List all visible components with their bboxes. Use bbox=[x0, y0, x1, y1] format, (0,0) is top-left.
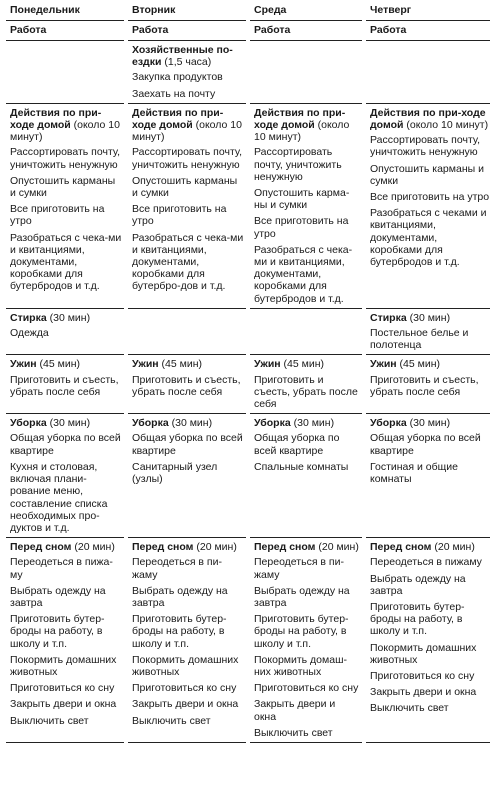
task-item: Выбрать одежду на завтра bbox=[370, 572, 466, 597]
task-item: Заехать на почту bbox=[132, 87, 216, 100]
section-dinner-wednesday bbox=[250, 355, 362, 414]
section-before-bed-wednesday bbox=[250, 538, 362, 743]
task-item: Покормить домаш-них животных bbox=[254, 653, 348, 678]
section-title-duration: (30 мин) bbox=[46, 311, 91, 324]
section-title bbox=[132, 541, 244, 553]
section-title-bold: Уборка bbox=[254, 417, 291, 430]
task-item: Приготовить и съесть, убрать после себя bbox=[370, 373, 479, 398]
task-item: Приготовить бутер-броды на работу, в школу и т.п. bbox=[370, 600, 465, 638]
task-item: Покормить домашних животных bbox=[370, 641, 477, 666]
section-cleaning-wednesday bbox=[250, 414, 362, 538]
section-title bbox=[254, 358, 360, 370]
task-item: Закрыть двери и окна bbox=[370, 686, 477, 699]
task-item: Общая уборка по всей квартире bbox=[370, 432, 481, 457]
section-title bbox=[132, 358, 244, 370]
section-title-bold: Стирка bbox=[370, 311, 407, 324]
section-errands-wednesday bbox=[250, 41, 362, 104]
work-label-wednesday: Работа bbox=[250, 21, 362, 41]
task-item: Санитарный узел (узлы) bbox=[132, 460, 218, 486]
task-item: Приготовить и съесть, убрать после себя bbox=[132, 373, 241, 398]
section-before-bed-thursday bbox=[366, 538, 490, 743]
section-laundry-monday bbox=[6, 309, 124, 356]
section-title-bold: Действия по при-ходе домой bbox=[370, 106, 486, 132]
section-title-duration: (около 10 минут) bbox=[10, 119, 120, 144]
task-item: Все приготовить на утро bbox=[132, 203, 227, 228]
section-arrival-home-monday bbox=[6, 104, 124, 309]
task-item: Приготовиться ко сну bbox=[10, 682, 115, 695]
section-title-duration: (около 10 минут) bbox=[254, 119, 350, 144]
task-item: Общая уборка по всей квартире bbox=[10, 432, 121, 457]
section-dinner-tuesday bbox=[128, 355, 246, 414]
section-title-duration: (30 мин) bbox=[46, 417, 91, 430]
task-item: Все приготовить на утро bbox=[254, 215, 349, 240]
task-item: Выбрать одежду на завтра bbox=[10, 584, 106, 609]
task-item: Приготовить бутер-броды на работу, в школу и т.п. bbox=[10, 613, 105, 650]
section-title-duration: (45 мин) bbox=[280, 358, 325, 371]
section-title-bold: Действия по при-ходе домой bbox=[10, 106, 102, 132]
section-title bbox=[370, 417, 490, 429]
section-title bbox=[254, 417, 360, 429]
schedule-grid bbox=[6, 2, 490, 743]
section-title-bold: Ужин bbox=[254, 358, 281, 371]
task-item: Покормить домашних животных bbox=[10, 653, 117, 678]
section-before-bed-tuesday bbox=[128, 538, 246, 743]
section-arrival-home-thursday bbox=[366, 104, 490, 309]
section-errands-thursday bbox=[366, 41, 490, 104]
task-item: Разобраться с чеками и квитанциями, документами, коробками для бутербродов и т.д. bbox=[370, 207, 487, 269]
task-item: Все приготовить на утро bbox=[10, 203, 105, 228]
task-item: Переодеться в пи-жаму bbox=[254, 556, 344, 581]
section-arrival-home-wednesday bbox=[250, 104, 362, 309]
section-title-duration: (30 мин) bbox=[406, 417, 451, 430]
section-cleaning-tuesday bbox=[128, 414, 246, 538]
task-item: Приготовить бутер-броды на работу, в школу и т.п. bbox=[254, 613, 349, 650]
section-title bbox=[10, 417, 122, 429]
section-title bbox=[254, 107, 360, 144]
section-title-duration: (1,5 часа) bbox=[161, 56, 212, 69]
task-item: Закрыть двери и окна bbox=[254, 698, 336, 723]
task-item: Кухня и столовая, включая плани-рование меню, составление списка необходимых про-дуктов и т.д. bbox=[10, 460, 108, 534]
section-arrival-home-tuesday bbox=[128, 104, 246, 309]
section-title-duration: (45 мин) bbox=[396, 358, 441, 371]
section-title bbox=[370, 312, 490, 324]
section-laundry-tuesday bbox=[128, 309, 246, 356]
section-title bbox=[10, 312, 122, 324]
section-laundry-thursday bbox=[366, 309, 490, 356]
task-item: Выбрать одежду на завтра bbox=[254, 584, 350, 609]
task-item: Рассортировать почту, уничтожить ненужную bbox=[370, 134, 480, 159]
section-title bbox=[370, 107, 490, 131]
section-errands-monday bbox=[6, 41, 124, 104]
section-title-bold: Действия по при-ходе домой bbox=[254, 106, 346, 132]
section-errands-tuesday bbox=[128, 41, 246, 104]
section-title-duration: (30 мин) bbox=[168, 417, 213, 430]
section-title-duration: (около 10 минут) bbox=[132, 119, 242, 144]
section-title bbox=[370, 358, 490, 370]
task-item: Гостиная и общие комнаты bbox=[370, 460, 458, 486]
task-item: Приготовиться ко сну bbox=[254, 682, 359, 695]
section-title bbox=[10, 541, 122, 553]
task-item: Закупка продуктов bbox=[132, 71, 223, 84]
task-item: Все приготовить на утро bbox=[370, 191, 490, 204]
task-item: Приготовиться ко сну bbox=[132, 682, 237, 695]
section-title bbox=[370, 541, 490, 553]
task-item: Переодеться в пижа-му bbox=[10, 556, 113, 581]
section-title-bold: Действия по при-ходе домой bbox=[132, 106, 224, 132]
section-title bbox=[254, 541, 360, 553]
work-label-tuesday: Работа bbox=[128, 21, 246, 41]
section-title-bold: Уборка bbox=[370, 417, 407, 430]
work-label-monday: Работа bbox=[6, 21, 124, 41]
section-title-duration: (20 мин) bbox=[315, 541, 359, 554]
section-laundry-wednesday bbox=[250, 309, 362, 356]
task-item: Приготовить и съесть, убрать после себя bbox=[10, 373, 119, 398]
section-before-bed-monday bbox=[6, 538, 124, 743]
section-title-bold: Ужин bbox=[10, 358, 37, 371]
task-item: Разобраться с чека-ми и квитанциями, документами, коробками для бутербродов и т.д. bbox=[254, 243, 353, 305]
task-item: Рассортировать почту, уничтожить ненужную bbox=[254, 146, 342, 183]
section-title bbox=[10, 358, 122, 370]
section-title-bold: Ужин bbox=[370, 358, 397, 371]
section-title-bold: Хозяйственные по-ездки bbox=[132, 44, 233, 69]
task-item: Выключить свет bbox=[132, 714, 211, 727]
task-item: Переодеться в пи-жаму bbox=[132, 556, 222, 581]
task-item: Опустошить карманы и сумки bbox=[370, 162, 484, 187]
task-item: Выбрать одежду на завтра bbox=[132, 584, 228, 609]
task-item: Покормить домашних животных bbox=[132, 653, 239, 678]
section-cleaning-monday bbox=[6, 414, 124, 538]
day-header-thursday: Четверг bbox=[366, 2, 490, 21]
task-item: Постельное белье и полотенца bbox=[370, 327, 469, 352]
section-title-duration: (45 мин) bbox=[36, 358, 81, 371]
task-item: Переодеться в пижаму bbox=[370, 556, 482, 569]
task-item: Опустошить карманы и сумки bbox=[132, 174, 238, 200]
section-title-bold: Ужин bbox=[132, 358, 159, 371]
section-title-bold: Уборка bbox=[132, 417, 169, 430]
section-title-duration: (30 мин) bbox=[406, 311, 451, 324]
section-title-duration: (около 10 минут) bbox=[403, 119, 489, 132]
task-item: Общая уборка по всей квартире bbox=[254, 432, 340, 457]
task-item: Выключить свет bbox=[254, 726, 333, 739]
task-item: Закрыть двери и окна bbox=[132, 698, 239, 711]
section-title-duration: (30 мин) bbox=[290, 417, 335, 430]
task-item: Одежда bbox=[10, 327, 49, 340]
task-item: Приготовить и съесть, убрать после себя bbox=[254, 373, 358, 411]
section-title-duration: (20 мин) bbox=[431, 541, 475, 554]
task-item: Закрыть двери и окна bbox=[10, 698, 117, 711]
section-dinner-monday bbox=[6, 355, 124, 414]
section-title-bold: Уборка bbox=[10, 417, 47, 430]
task-item: Рассортировать почту, уничтожить ненужную bbox=[132, 146, 242, 171]
task-item: Опустошить карма-ны и сумки bbox=[254, 187, 350, 212]
task-item: Опустошить карманы и сумки bbox=[10, 174, 116, 200]
task-item: Общая уборка по всей квартире bbox=[132, 432, 243, 457]
day-header-tuesday: Вторник bbox=[128, 2, 246, 21]
section-title-bold: Перед сном bbox=[254, 541, 316, 554]
section-title-duration: (20 мин) bbox=[71, 541, 115, 554]
section-title-duration: (45 мин) bbox=[158, 358, 203, 371]
day-header-wednesday: Среда bbox=[250, 2, 362, 21]
section-title-bold: Перед сном bbox=[370, 541, 432, 554]
task-item: Выключить свет bbox=[370, 702, 449, 715]
task-item: Рассортировать почту, уничтожить ненужную bbox=[10, 146, 120, 171]
section-title bbox=[10, 107, 122, 144]
section-title-bold: Стирка bbox=[10, 311, 47, 324]
section-title bbox=[132, 107, 244, 144]
section-dinner-thursday bbox=[366, 355, 490, 414]
section-title-bold: Перед сном bbox=[132, 541, 194, 554]
work-label-thursday: Работа bbox=[366, 21, 490, 41]
task-item: Разобраться с чека-ми и квитанциями, документами, коробками для бутербро-дов и т.д. bbox=[132, 231, 244, 293]
task-item: Спальные комнаты bbox=[254, 460, 349, 473]
section-title bbox=[132, 417, 244, 429]
task-item: Выключить свет bbox=[10, 714, 89, 727]
section-title-duration: (20 мин) bbox=[193, 541, 237, 554]
section-title bbox=[132, 44, 244, 68]
day-header-monday: Понедельник bbox=[6, 2, 124, 21]
section-title-bold: Перед сном bbox=[10, 541, 72, 554]
task-item: Приготовить бутер-броды на работу, в школу и т.п. bbox=[132, 613, 227, 650]
task-item: Приготовиться ко сну bbox=[370, 669, 475, 682]
section-cleaning-thursday bbox=[366, 414, 490, 538]
task-item: Разобраться с чека-ми и квитанциями, документами, коробками для бутербродов и т.д. bbox=[10, 231, 122, 293]
